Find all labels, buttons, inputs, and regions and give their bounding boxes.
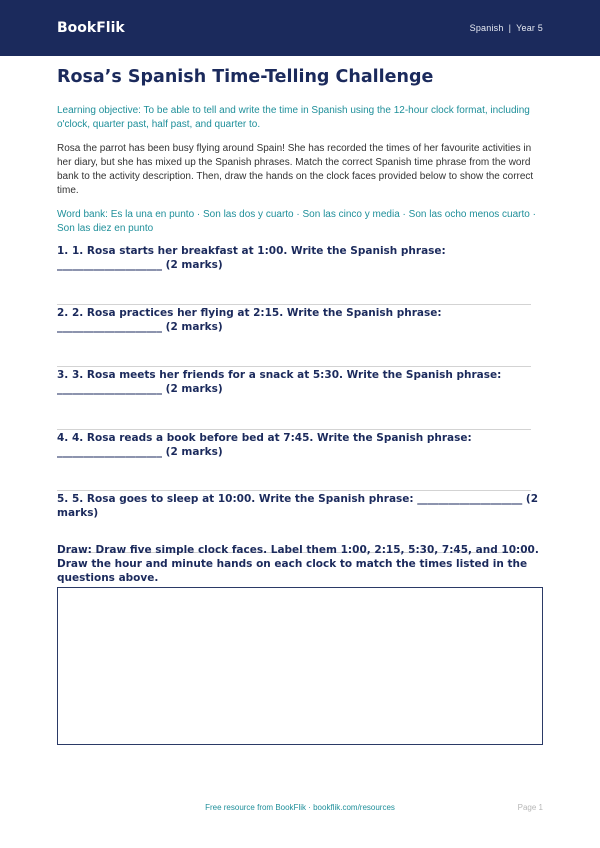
header-meta (470, 23, 543, 33)
year-label: Year 5 (516, 23, 543, 33)
question-5: 5. 5. Rosa goes to sleep at 10:00. Write the Spanish phrase: ____________________ (2 marks) (57, 493, 539, 519)
intro-paragraph: Rosa the parrot has been busy flying around Spain! She has recorded the times of her favourite activities in her diary, but she has mixed up the Spanish phrases. Match the correct Spanish time phrase from the word bank to the activity description. Then, draw the hands on the clock faces provided below to show the correct time. (57, 143, 534, 196)
question-1: 1. 1. Rosa starts her breakfast at 1:00. Write the Spanish phrase: ____________________ (2 marks) (57, 245, 446, 271)
question-divider (57, 429, 531, 430)
subject-label: Spanish (469, 23, 504, 33)
draw-instructions: Draw: Draw five simple clock faces. Label them 1:00, 2:15, 5:30, 7:45, and 10:00. Draw the hour and minute hands on each clock to match the times listed in the questions above. (57, 544, 539, 584)
question-divider (57, 304, 531, 305)
header-separator: | (508, 23, 512, 33)
brand-logo: BookFlik (57, 20, 125, 36)
footer-credit: Free resource from BookFlik · bookflik.com/resources (205, 803, 395, 812)
drawing-area[interactable] (57, 587, 543, 745)
page-title: Rosa’s Spanish Time-Telling Challenge (57, 67, 434, 87)
question-2: 2. 2. Rosa practices her flying at 2:15. Write the Spanish phrase: ____________________ (2 marks) (57, 307, 442, 333)
question-divider (57, 366, 531, 367)
worksheet-intro (57, 66, 543, 236)
word-bank: Word bank: Es la una en punto · Son las dos y cuarto · Son las cinco y media · Son las ocho menos cuarto · Son las diez en punto (57, 209, 536, 234)
page-number: Page 1 (517, 803, 543, 812)
learning-objective: Learning objective: To be able to tell and write the time in Spanish using the 12-hour clock format, including o'clock, quarter past, half past, and quarter to. (57, 105, 530, 130)
header-bar (0, 0, 600, 56)
question-4: 4. 4. Rosa reads a book before bed at 7:45. Write the Spanish phrase: ____________________ (2 marks) (57, 432, 472, 458)
question-3: 3. 3. Rosa meets her friends for a snack at 5:30. Write the Spanish phrase: ____________________ (2 marks) (57, 369, 502, 395)
question-divider (57, 490, 531, 491)
